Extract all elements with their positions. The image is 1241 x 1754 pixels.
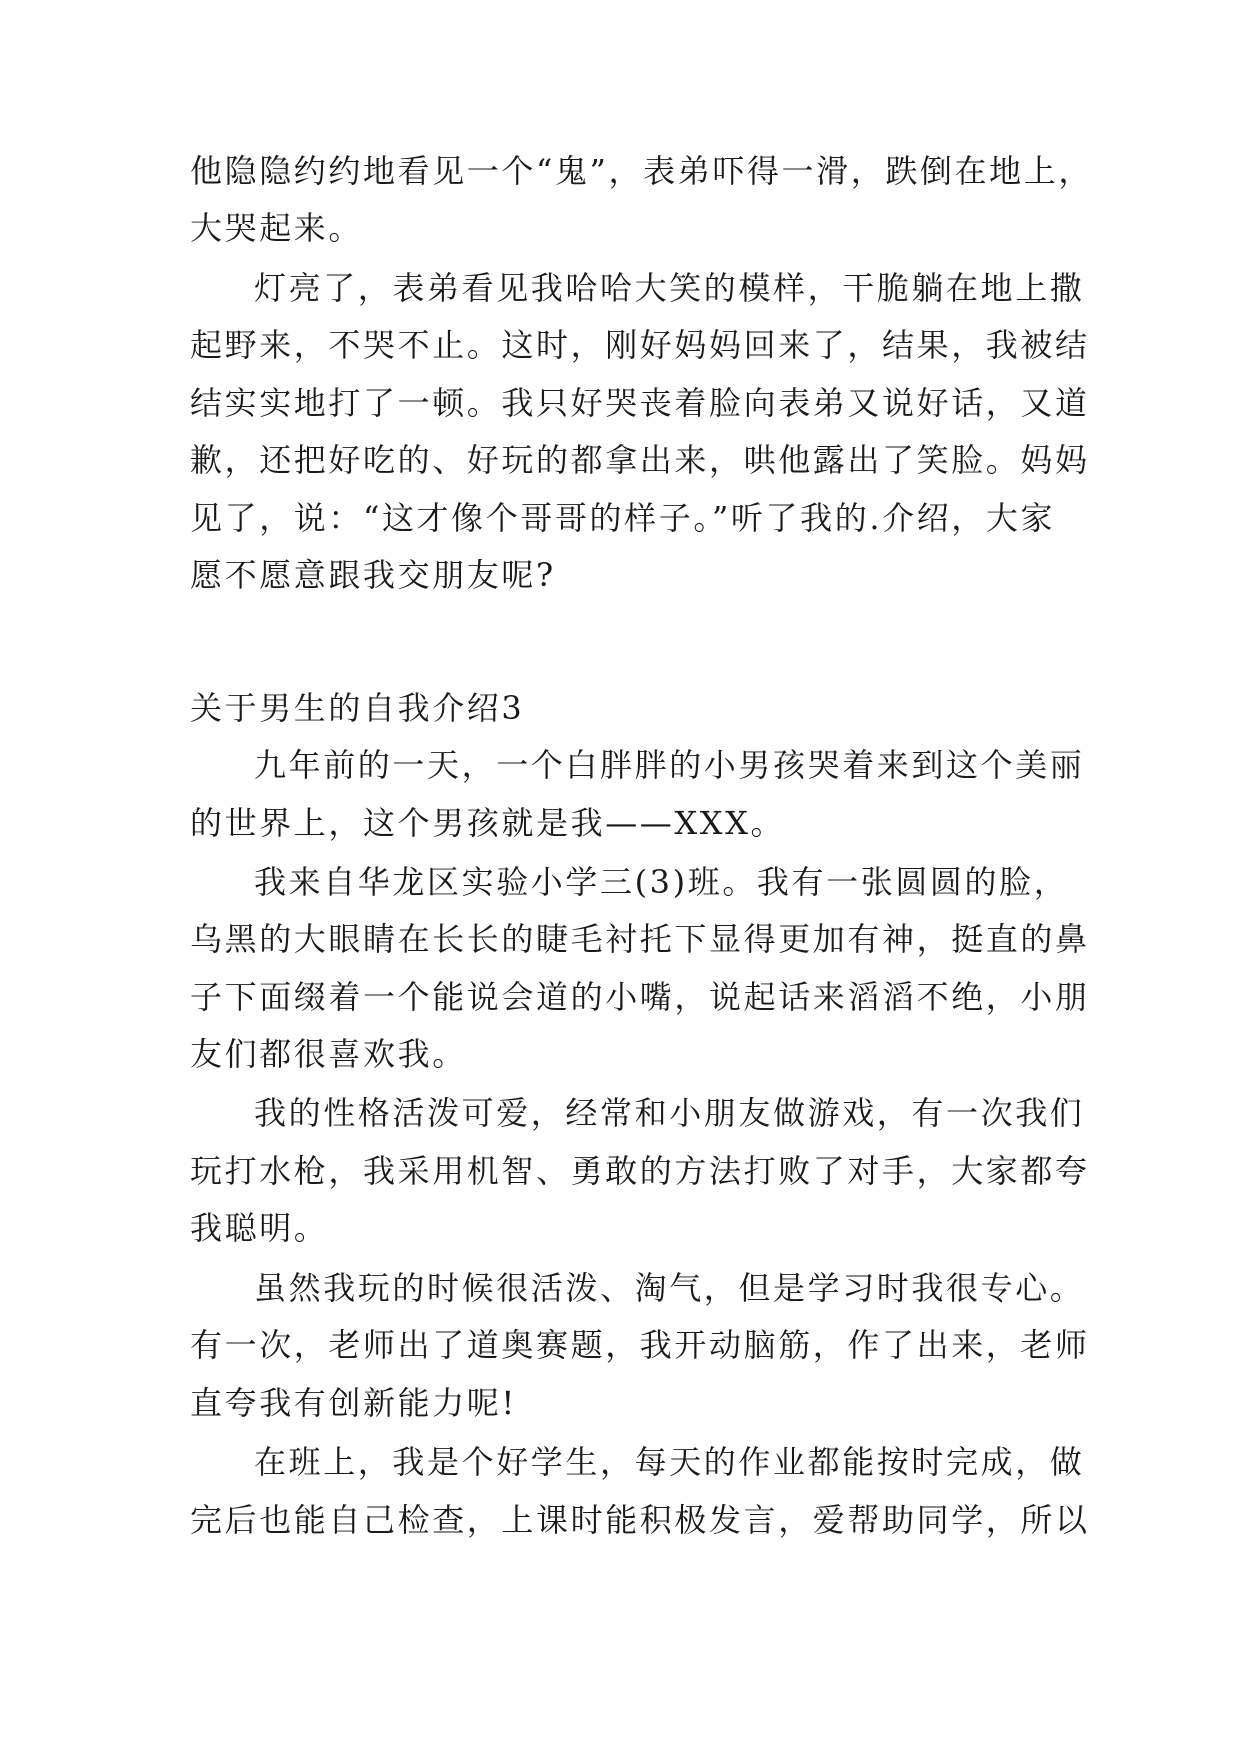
paragraph-line: 玩打水枪，我采用机智、勇敢的方法打败了对手，大家都夸 [190,1152,1090,1190]
paragraph-line: 九年前的一天，一个白胖胖的小男孩哭着来到这个美丽 [254,746,1085,784]
paragraph-line: 友们都很喜欢我。 [190,1035,467,1073]
paragraph-line: 愿不愿意跟我交朋友呢? [190,556,556,594]
paragraph-line: 的世界上，这个男孩就是我——XXX。 [190,804,786,842]
paragraph-line: 灯亮了，表弟看见我哈哈大笑的模样，干脆躺在地上撒 [254,269,1085,307]
paragraph-line: 直夸我有创新能力呢! [190,1384,517,1422]
paragraph-line: 大哭起来。 [190,209,364,247]
paragraph-line: 见了，说：“这才像个哥哥的样子。”听了我的.介绍，大家 [190,499,1056,537]
paragraph-line: 他隐隐约约地看见一个“鬼”，表弟吓得一滑，跌倒在地上， [190,152,1093,190]
paragraph-line: 我聪明。 [190,1209,329,1247]
paragraph-line: 完后也能自己检查，上课时能积极发言，爱帮助同学，所以 [190,1501,1090,1539]
paragraph-line: 有一次，老师出了道奥赛题，我开动脑筋，作了出来，老师 [190,1326,1090,1364]
paragraph-line: 虽然我玩的时候很活泼、淘气，但是学习时我很专心。 [254,1269,1085,1307]
paragraph-line: 乌黑的大眼睛在长长的睫毛衬托下显得更加有神，挺直的鼻 [190,920,1090,958]
paragraph-line: 我的性格活泼可爱，经常和小朋友做游戏，有一次我们 [254,1094,1085,1132]
paragraph-line: 起野来，不哭不止。这时，刚好妈妈回来了，结果，我被结 [190,326,1090,364]
paragraph-line: 歉，还把好吃的、好玩的都拿出来，哄他露出了笑脸。妈妈 [190,441,1090,479]
paragraph-line: 子下面缀着一个能说会道的小嘴，说起话来滔滔不绝，小朋 [190,978,1090,1016]
paragraph-line: 我来自华龙区实验小学三(3)班。我有一张圆圆的脸， [254,863,1069,901]
paragraph-line: 结实实地打了一顿。我只好哭丧着脸向表弟又说好话，又道 [190,384,1090,422]
section-title: 关于男生的自我介绍3 [190,689,525,727]
paragraph-line: 在班上，我是个好学生，每天的作业都能按时完成，做 [254,1443,1085,1481]
